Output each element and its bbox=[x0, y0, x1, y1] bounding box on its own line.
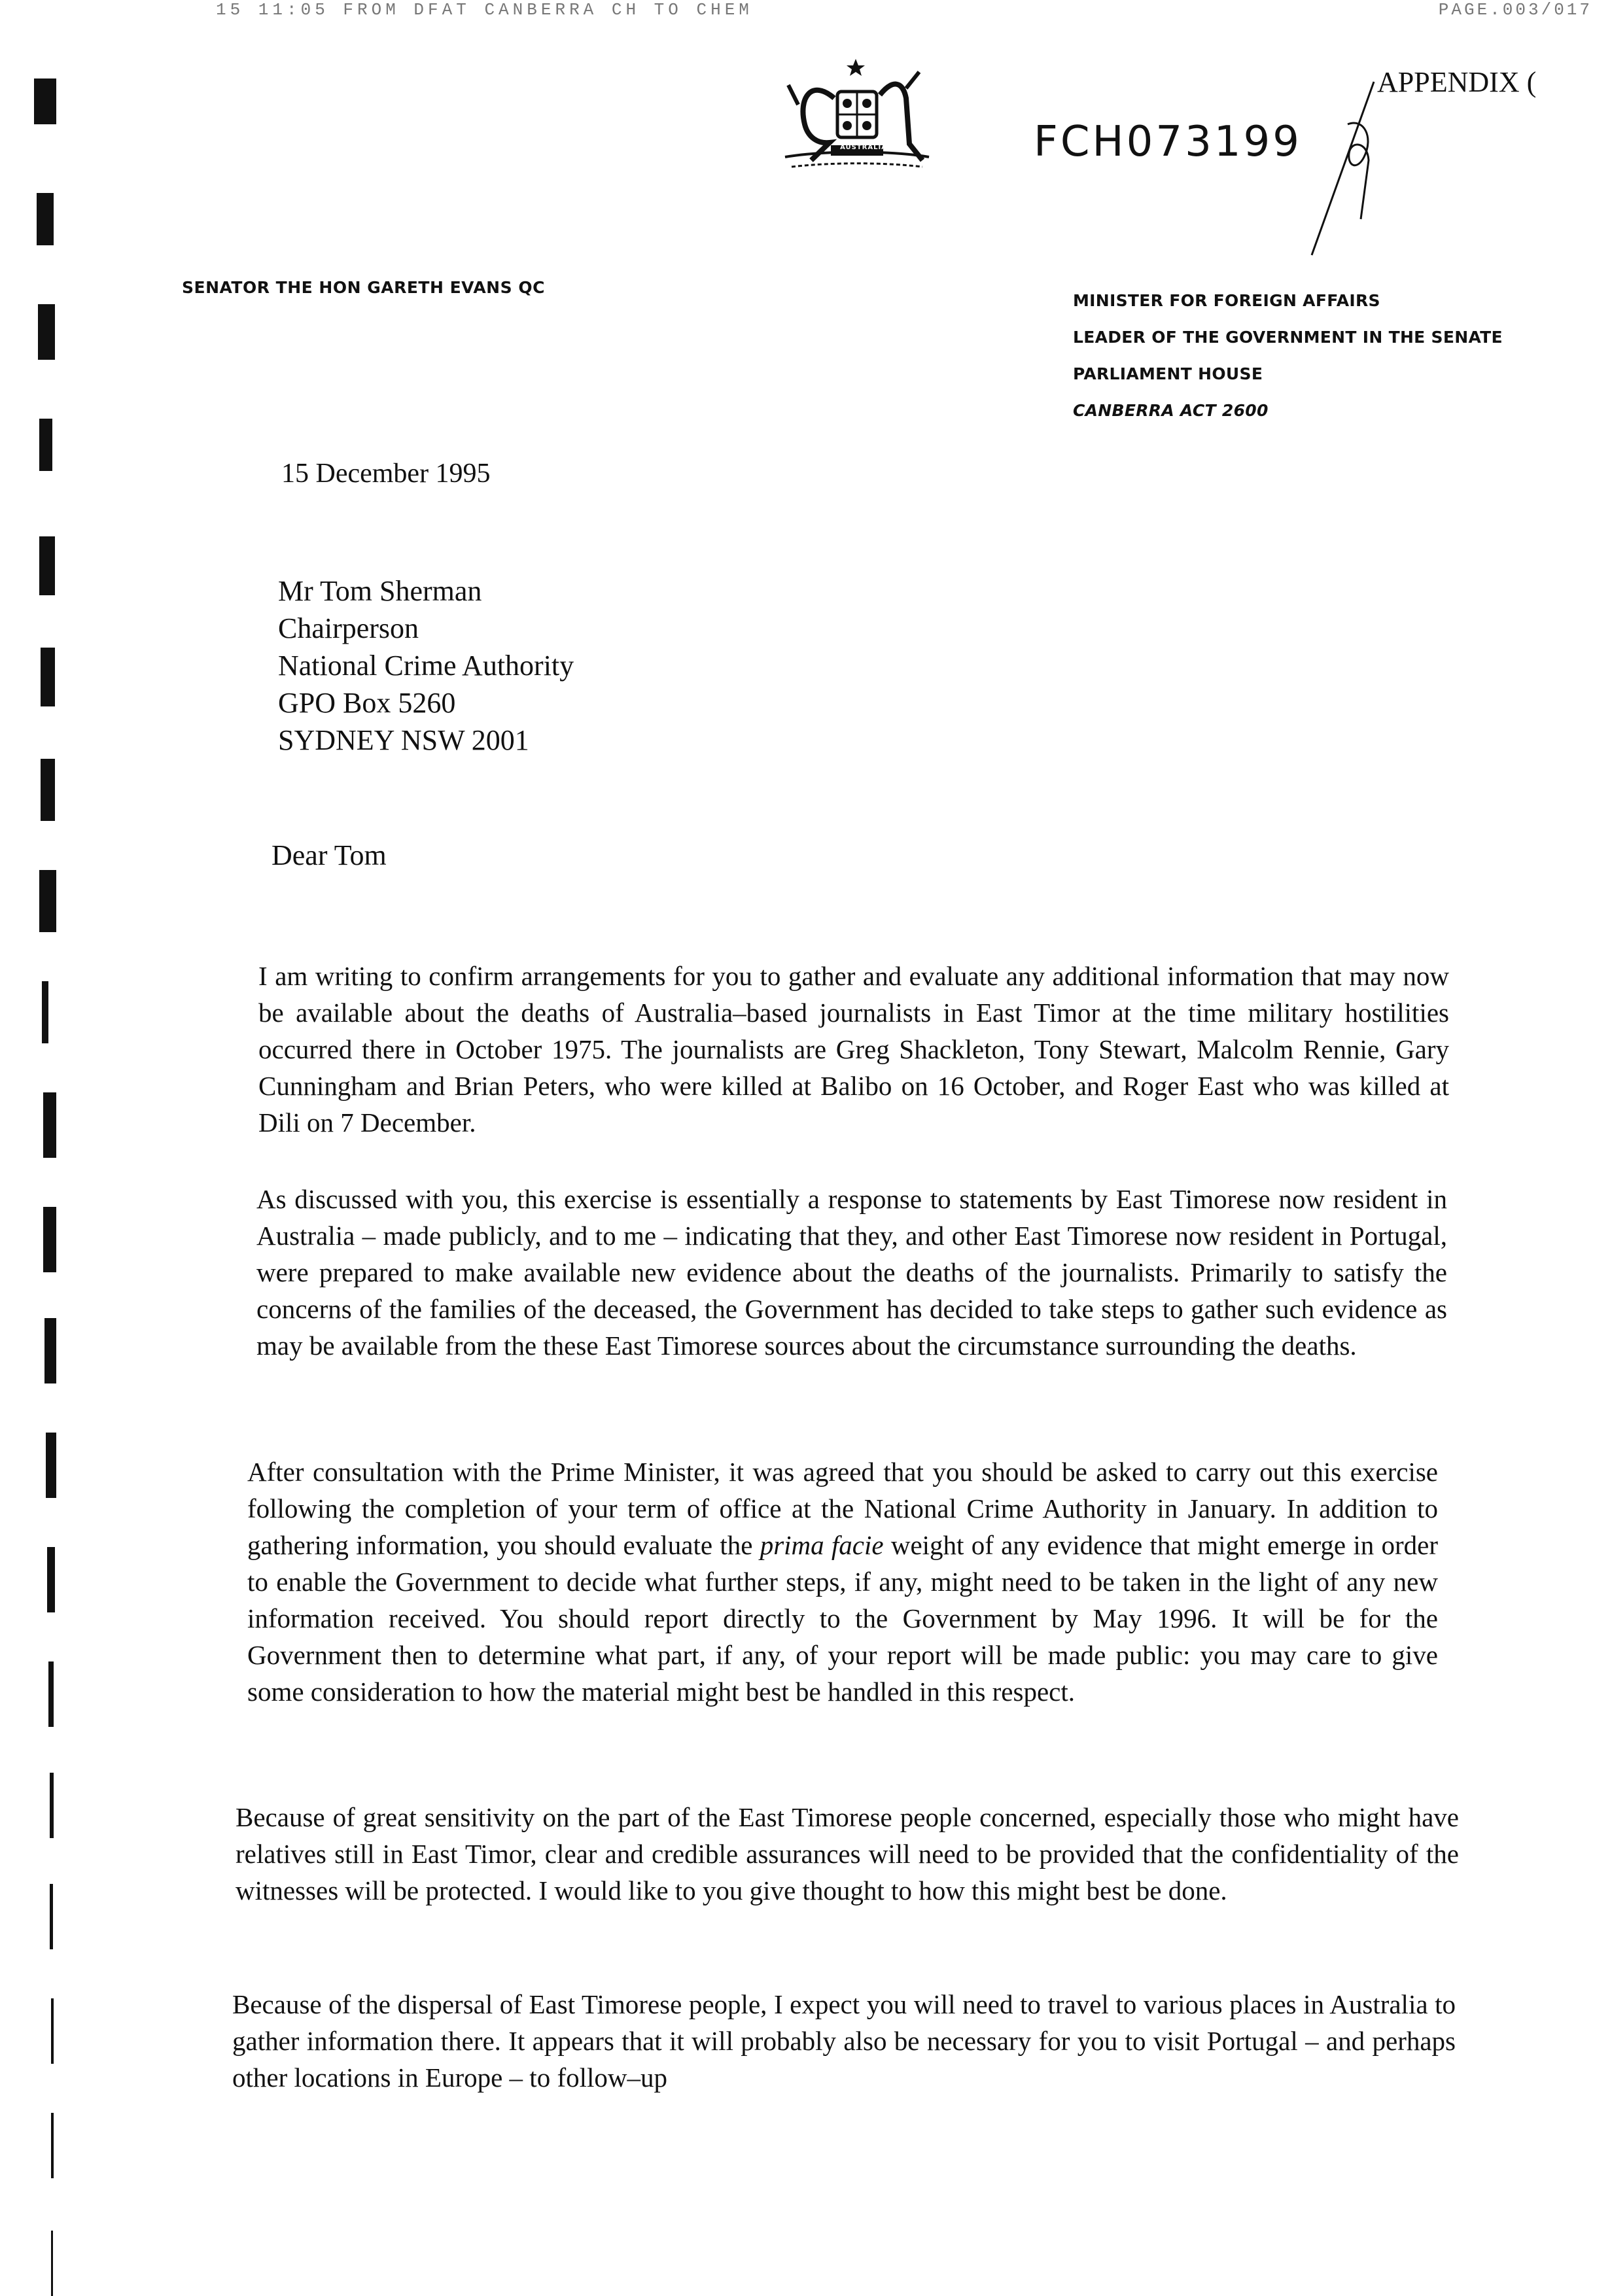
recipient-address bbox=[278, 572, 574, 759]
recipient-line: SYDNEY NSW 2001 bbox=[278, 724, 529, 756]
paragraph-text: After consultation with the Prime Minister, it was agreed that you should be asked to carry out this exercise following the completion of your term of office at the National Crime Authority in January. In addition to gathering information, you should evaluate the bbox=[247, 1457, 1438, 1560]
sender-title-line: MINISTER FOR FOREIGN AFFAIRS bbox=[1073, 291, 1380, 310]
sender-name: SENATOR THE HON GARETH EVANS QC bbox=[182, 278, 545, 297]
recipient-line: Chairperson bbox=[278, 612, 419, 644]
paragraph-italic-text: prima facie bbox=[760, 1530, 884, 1560]
body-paragraph: Because of great sensitivity on the part of the East Timorese people concerned, especially those who might have relatives still in East Timor, clear and credible assurances will need to be provided that the confidentiality of the witnesses will be protected. I would like to you give thought to how this might best be done. bbox=[236, 1802, 1459, 1905]
letter-date: 15 December 1995 bbox=[281, 459, 491, 489]
crest-motto: AUSTRALIA bbox=[840, 144, 887, 151]
paragraph-text: weight of any evidence that might emerge in order to enable the Government to decide what further steps, if any, might need to be taken in the light of any new information received. You should report directly to the Government by May 1996. It will be for the Government then to determine what part, if any, of your report will be made public: you may care to give some consideration to how the material might best be handled in this respect. bbox=[247, 1530, 1438, 1707]
sender-title-line: CANBERRA ACT 2600 bbox=[1073, 401, 1269, 420]
coat-of-arms-icon bbox=[772, 52, 942, 180]
binder-edge-marks bbox=[20, 78, 92, 2296]
fax-transmission-line: 15 11:05 FROM DFAT CANBERRA CH TO CHEM bbox=[216, 0, 753, 20]
body-paragraph: As discussed with you, this exercise is essentially a response to statements by East Timorese now resident in Australia – made publicly, and to me – indicating that they, and other East Timorese now resident in Portugal, were prepared to make available new evidence about the deaths of the journalists. Primarily to satisfy the concerns of the families of the deceased, the Government has decided to take steps to gather such evidence as may be available from the these East Timorese sources about the circumstance surrounding the deaths. bbox=[256, 1184, 1447, 1361]
reference-number: FCH073199 bbox=[1034, 118, 1302, 166]
sender-title-line: PARLIAMENT HOUSE bbox=[1073, 364, 1263, 383]
recipient-line: GPO Box 5260 bbox=[278, 687, 456, 719]
salutation: Dear Tom bbox=[272, 839, 387, 871]
reference-annotation bbox=[1302, 78, 1387, 271]
body-paragraph bbox=[247, 1453, 1438, 1710]
recipient-line: National Crime Authority bbox=[278, 650, 574, 682]
appendix-label: APPENDIX ( bbox=[1377, 66, 1537, 98]
sender-title-block bbox=[1073, 283, 1503, 429]
sender-title-line: LEADER OF THE GOVERNMENT IN THE SENATE bbox=[1073, 328, 1503, 347]
recipient-line: Mr Tom Sherman bbox=[278, 575, 482, 607]
body-paragraph: Because of the dispersal of East Timorese people, I expect you will need to travel to various places in Australia to gather information there. It appears that it will probably also be necessary for you to visit Portugal – and perhaps other locations in Europe – to follow–up bbox=[232, 1989, 1456, 2093]
fax-page-marker: PAGE.003/017 bbox=[1438, 0, 1592, 20]
body-paragraph: I am writing to confirm arrangements for you to gather and evaluate any additional information that may now be available about the deaths of Australia–based journalists in East Timor at the time military hostilities occurred there in October 1975. The journalists are Greg Shackleton, Tony Stewart, Malcolm Rennie, Gary Cunningham and Brian Peters, who were killed at Balibo on 16 October, and Roger East who was killed at Dili on 7 December. bbox=[258, 961, 1449, 1138]
